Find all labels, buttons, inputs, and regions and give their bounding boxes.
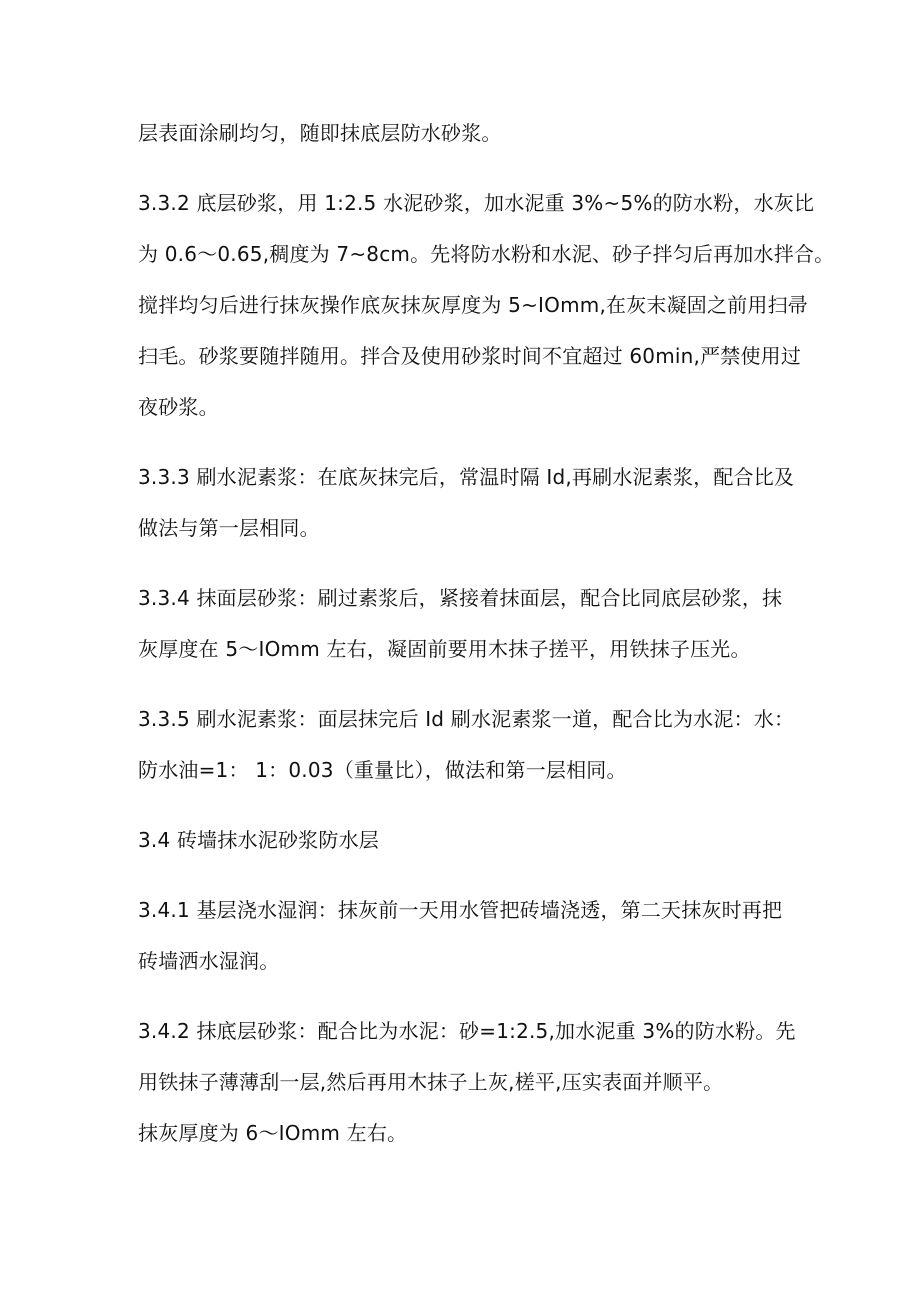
text-line: 层表面涂刷均匀，随即抹底层防水砂浆。	[138, 121, 502, 145]
text-line: 夜砂浆。	[138, 395, 219, 419]
paragraph-3-4-2-continued	[138, 1108, 798, 1159]
text-line: 3.3.4 抹面层砂浆：刷过素浆后，紧接着抹面层，配合比同底层砂浆，抹	[138, 586, 783, 610]
text-line: 搅拌均匀后进行抹灰操作底灰抹灰厚度为 5~IOmm,在灰末凝固之前用扫帚	[138, 293, 809, 317]
text-line: 3.3.5 刷水泥素浆：面层抹完后 Id 刷水泥素浆一道，配合比为水泥：水：	[138, 707, 795, 731]
paragraph-3-4-1	[138, 885, 798, 987]
paragraph-3-3-4	[138, 573, 798, 675]
text-line: 3.3.3 刷水泥素浆：在底灰抹完后，常温时隔 Id,再刷水泥素浆，配合比及	[138, 465, 795, 489]
paragraph-intro	[138, 108, 798, 159]
paragraph-3-3-5	[138, 694, 798, 796]
text-line: 扫毛。砂浆要随拌随用。拌合及使用砂浆时间不宜超过 60min,严禁使用过	[138, 344, 802, 368]
text-line: 为 0.6～0.65,稠度为 7~8cm。先将防水粉和水泥、砂子拌匀后再加水拌合。	[138, 242, 835, 266]
text-line: 用铁抹子薄薄刮一层,然后再用木抹子上灰,槎平,压实表面并顺平。	[138, 1070, 724, 1094]
paragraph-3-3-3	[138, 452, 798, 554]
text-line: 抹灰厚度为 6～IOmm 左右。	[138, 1121, 408, 1145]
section-heading-3-4	[138, 815, 798, 866]
text-line: 防水油=1： 1：0.03（重量比），做法和第一层相同。	[138, 758, 627, 782]
text-line: 3.4.1 基层浇水湿润：抹灰前一天用水管把砖墙浇透，第二天抹灰时再把	[138, 898, 783, 922]
text-line: 砖墙洒水湿润。	[138, 949, 280, 973]
paragraph-3-4-2	[138, 1006, 798, 1108]
heading-text: 3.4 砖墙抹水泥砂浆防水层	[138, 828, 379, 852]
text-line: 3.4.2 抹底层砂浆：配合比为水泥：砂=1:2.5,加水泥重 3%的防水粉。先	[138, 1019, 796, 1043]
paragraph-3-3-2	[138, 178, 835, 433]
text-line: 3.3.2 底层砂浆，用 1:2.5 水泥砂浆，加水泥重 3%~5%的防水粉，水灰比	[138, 191, 815, 215]
text-line: 灰厚度在 5～IOmm 左右，凝固前要用木抹子搓平，用铁抹子压光。	[138, 637, 751, 661]
text-line: 做法与第一层相同。	[138, 516, 320, 540]
document-body	[138, 108, 835, 1159]
